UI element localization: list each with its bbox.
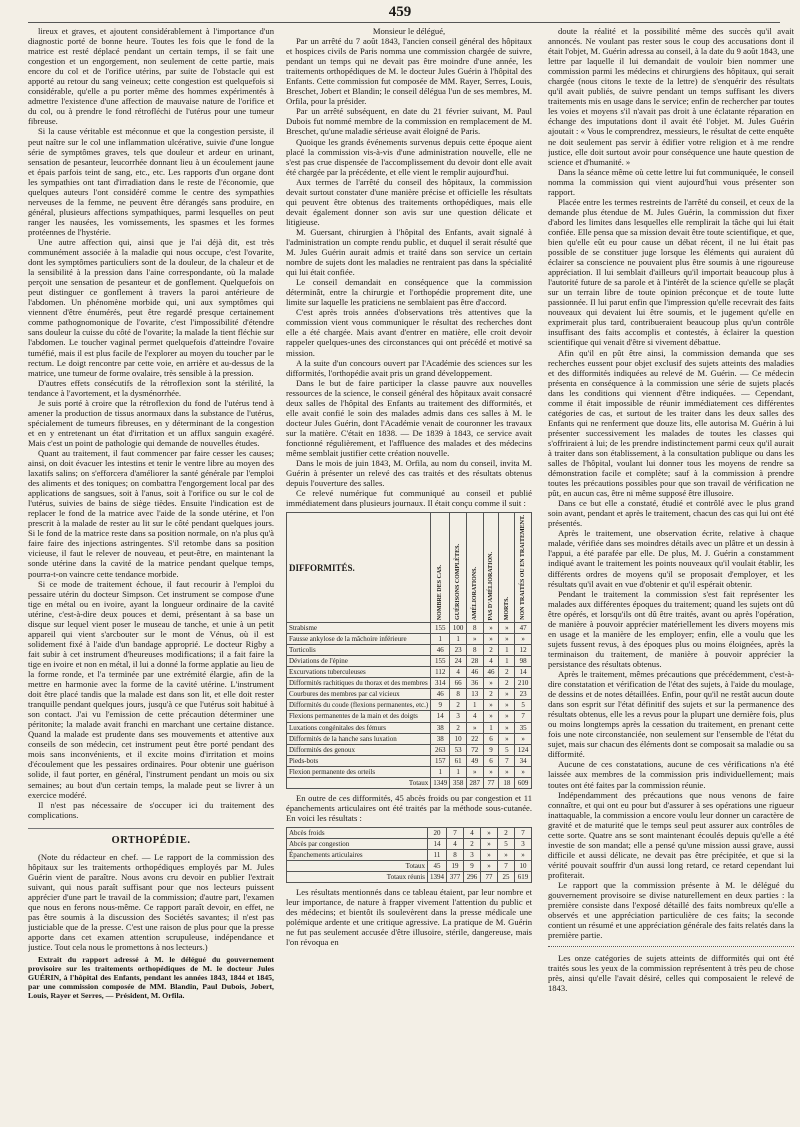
cell-value: 1	[431, 766, 450, 777]
paragraph: Pendant le traitement la commission s'est fait représenter les malades aux différentes époques du traitement; quand les sujets ont dû être opérés, et lorsqu'ils ont dû être traités, avant ou après l'opération, de manière à pouvoir apprécier matériellement les divers moyens mis en usage et la manière de les employer; enfin, elle a voulu que les sujets fussent revus, à des époques plus ou moins éloignées, après la terminaison du traitement, de manière à pouvoir apprécier la persistance des résultats obtenus.	[548, 588, 794, 669]
cell-value: 77	[483, 777, 499, 788]
cell-value: 609	[515, 777, 532, 788]
cell-value: »	[499, 623, 515, 634]
row-label: Épanchements articulaires	[287, 850, 428, 861]
row-label: Déviations de l'épine	[287, 656, 431, 667]
cell-value: 34	[515, 755, 532, 766]
row-label: Excurvations tuberculeuses	[287, 667, 431, 678]
row-label: Luxations congénitales des fémurs	[287, 722, 431, 733]
cell-value: 1	[499, 645, 515, 656]
cell-value: 46	[483, 667, 499, 678]
column-middle	[286, 26, 532, 1121]
cell-value: 1	[450, 766, 467, 777]
cell-value: 23	[450, 645, 467, 656]
paragraph: Je suis porté à croire que la rétroflexion du fond de l'utérus tend à amener la production de tissus anormaux dans la substance de l'utérus, spécialement de tumeurs fibreuses, en y déterminant de la congestion et en y entretenant un état d'irritation et un afflux sanguin exagéré. Mais c'est un point de pathologie qui demande de nouvelles études.	[28, 397, 274, 448]
cell-value: 46	[466, 667, 483, 678]
cell-value: 112	[431, 667, 450, 678]
column-left	[28, 26, 274, 1121]
cell-value: 4	[466, 711, 483, 722]
paragraph: Dans le but de faire participer la classe pauvre aux nouvelles ressources de la science, le conseil général des hôpitaux avait consacré deux salles de l'hôpital des Enfants au traitement des difformités, et elle avait confié le soin des malades admis dans ces salles à M. le docteur Jules Guérin, dont l'Académie venait de couronner les travaux sur la matière. C'était en 1838. — De 1839 à 1843, ce service avait fonctionné régulièrement, et l'affluence des malades et des médecins même semblait justifier cette création nouvelle.	[286, 377, 532, 458]
cell-value: 18	[499, 777, 515, 788]
table-row	[287, 656, 532, 667]
cell-value: 358	[450, 777, 467, 788]
row-label: Difformités rachitiques du thorax et des membres	[287, 678, 431, 689]
cell-value: 155	[431, 623, 450, 634]
grand-total-row	[287, 872, 532, 883]
cell-value: 377	[447, 872, 464, 883]
cell-value: 100	[450, 623, 467, 634]
cell-value: 4	[447, 839, 464, 850]
paragraph: Dans la séance même où cette lettre lui fut communiquée, le conseil nomma la commission qui vient aujourd'hui vous présenter son rapport.	[548, 166, 794, 197]
column-header: GUÉRISONS COMPLÈTES.	[455, 544, 462, 621]
cell-value: 20	[428, 827, 447, 838]
cell-value: 28	[466, 656, 483, 667]
cell-value: »	[499, 733, 515, 744]
cell-value: 296	[464, 872, 481, 883]
table-row	[287, 755, 532, 766]
cell-value: 53	[450, 744, 467, 755]
cell-value: 2	[464, 839, 481, 850]
cell-value: 2	[450, 722, 467, 733]
cell-value: »	[483, 634, 499, 645]
column-header: PAS D'AMÉLIORATION.	[487, 551, 494, 621]
header-rule	[28, 22, 780, 23]
table-row	[287, 733, 532, 744]
cell-value: »	[466, 634, 483, 645]
table-row	[287, 827, 532, 838]
row-label: Difformités de la hanche sans luxation	[287, 733, 431, 744]
cell-value: 210	[515, 678, 532, 689]
row-label: Abcès par congestion	[287, 839, 428, 850]
cell-value: 9	[483, 744, 499, 755]
paragraph: doute la réalité et la possibilité même des succès qu'il avait annoncés. Ne voulant pas rester sous le coup des accusations dont il était l'objet, M. Guérin adressa au conseil, à la date du 9 août 1843, une lettre par laquelle il lui demandait de vouloir bien nommer une commission parmi les médecins et chirurgiens des hôpitaux, qui serait chargée (nous citons le texte de la lettre) de s'enquérir des résultats qu'il avait publiés, de suivre pendant un temps suffisant les divers traitements mis en usage dans le service; enfin de rechercher par toutes les voies et moyens s'il n'avait pas droit à une éclatante réparation en échange des imputations dont il avait été l'objet. M. Jules Guérin ajoutait : « Vous le comprendrez, messieurs, le résultat de cette enquête ne doit seulement pas servir à édifier votre religion et à me rendre justice, elle doit surtout avoir pour conséquence une haute question de science et d'humanité. »	[548, 26, 794, 167]
paragraph: Il n'est pas nécessaire de s'occuper ici du traitement des complications.	[28, 799, 274, 820]
cell-value: 13	[466, 689, 483, 700]
row-label: Difformités des genoux	[287, 744, 431, 755]
row-label: Totaux	[287, 777, 431, 788]
paragraph: Les résultats mentionnés dans ce tableau étaient, par leur nombre et leur importance, de nature à frapper vivement l'attention du public et des médecins; et bientôt ils soulevèrent dans la presse médicale une polémique ardente et une critique agressive. La pratique de M. Guérin ne fut pas seulement accusée d'être illusoire, stérile, dangereuse, mais l'on révoqua en	[286, 887, 532, 948]
page-number: 459	[388, 4, 412, 20]
table-row	[287, 689, 532, 700]
cell-value: 2	[499, 678, 515, 689]
cell-value: 24	[450, 656, 467, 667]
cell-value: »	[515, 766, 532, 777]
cell-value: 7	[498, 861, 515, 872]
cell-value: 2	[450, 700, 467, 711]
cell-value: 38	[431, 733, 450, 744]
cell-value: »	[483, 711, 499, 722]
paragraph: Après le traitement, une observation écrite, relative à chaque malade, vérifiée dans ses moindres détails avec un plâtre et un dessin à l'appui, a été parafée par elle. De plus, M. J. Guérin a constamment indiqué avant le traitement les points nouveaux qu'il voulait établir, les différents ordres de moyens qu'il se proposait d'employer, et les résultats qu'il avait en vue d'obtenir et qu'il espérait obtenir.	[548, 528, 794, 589]
paragraph: lireux et graves, et ajoutent considérablement à l'importance d'un diagnostic porté de bonne heure. Toutes les fois que le fond de la matrice est resté déplacé pendant un certain temps, il se fait une congestion et un engorgement, non seulement de cette partie, mais encore du col et de l'orifice utérins, par suite de l'obstacle qui est apporté au retour du sang veineux; cette congestion est quelquefois si considérable, qu'elle a pu porter même des hommes expérimentés à admettre l'existence d'une affection de mauvaise nature de l'orifice et du col, ou à prendre le fond rétrofléchi de l'utérus pour une tumeur fibreuse.	[28, 26, 274, 127]
table-row	[287, 744, 532, 755]
cell-value: 8	[466, 645, 483, 656]
editor-note: (Note du rédacteur en chef. — Le rapport de la commission des hôpitaux sur les traitements orthopédiques employés par M. Jules Guérin vient de paraître. Nous avons cru devoir en publier l'extrait suivant, qui nous paraît suffisant pour que nos lecteurs puissent apprécier d'une part le travail de la commission; d'autre part, l'examen que nous en ferons nous-même. Ce rapport paraît devoir, en effet, ne pas être soumis à la discussion des Sociétés savantes; il n'est pas justiciable que de la presse. C'est une raison de plus pour que la presse apporte dans cet examen attention scrupuleuse, indépendance et justice. Tout cela nous le promettons à nos lecteurs.)	[28, 851, 274, 953]
cell-value: 7	[499, 755, 515, 766]
cell-value: 3	[464, 850, 481, 861]
cell-value: 6	[483, 755, 499, 766]
row-label: Flexions permanentes de la main et des doigts	[287, 711, 431, 722]
cell-value: 77	[481, 872, 498, 883]
paragraph: M. Guersant, chirurgien à l'hôpital des Enfants, avait signalé à l'administration un compte rendu public, et duquel il serait résulté que M. Jules Guérin aurait admis et traité dans son service un certain nombre de sujets dont les maladies ne rentraient pas dans la spécialité qui lui était confiée.	[286, 226, 532, 278]
table-row	[287, 678, 532, 689]
cell-value: 5	[498, 839, 515, 850]
cell-value: 6	[483, 733, 499, 744]
paragraph: Après le traitement, mêmes précautions que précédemment, c'est-à-dire constatation et vérification de l'état des sujets, à l'aide du moulage, de dessins et de notes détaillées. Enfin, pour qu'il ne restât aucun doute dans son esprit sur l'état définitif des sujets et sur la permanence des résultats obtenus, elle les a revus pour la plupart une dernière fois, plus ou moins longtemps après la cessation du traitement, en prenant cette fois une note circonstanciée, non seulement sur l'ensemble de l'état du sujet, mais sur chacun des éléments dont se composait sa maladie ou sa difformité.	[548, 669, 794, 760]
paragraph: Le rapport que la commission présente à M. le délégué du gouvernement provisoire se divise naturellement en deux parties : la première consiste dans l'exposé détaillé des faits nombreux qu'elle a observés et une appréciation particulière de ces faits; la seconde contient un résumé et une appréciation générale des faits relatés dans la première partie.	[548, 879, 794, 941]
cell-value: 2	[483, 689, 499, 700]
paragraph: Une autre affection qui, ainsi que je l'ai déjà dit, est très communément associée à la maladie qui nous occupe, c'est l'ovarite, dont les symptômes particuliers sont de la douleur, de la chaleur et de la sensibilité à la pression dans l'aine correspondante, où la malade perçoit une sensation de pesanteur et de gonflement. Quelquefois on peut distinguer ce gonflement à travers la paroi antérieure de l'abdomen. Un phénomène morbide qui, uni aux symptômes qui viennent d'être énumérés, peut être regardé presque certainement comme pathognomonique de l'ovarite, c'est l'impossibilité d'étendre sans douleur la cuisse du côté de l'ovarite; la malade la tient fléchie sur l'abdomen. Le toucher vaginal permet quelquefois d'atteindre l'ovaire tuméfié, mais il est plus facile de l'explorer au moyen du toucher par le rectum. Le doigt rencontre par cette voie, en arrière et au-dessus de la matrice, une tumeur de forme ovalaire, très sensible à la pression.	[28, 236, 274, 378]
cell-value: 287	[466, 777, 483, 788]
row-label: Pieds-bots	[287, 755, 431, 766]
table-row	[287, 700, 532, 711]
cell-value: 72	[466, 744, 483, 755]
cell-value: 8	[447, 850, 464, 861]
total-row	[287, 861, 532, 872]
cell-value: 19	[447, 861, 464, 872]
cell-value: 1	[483, 722, 499, 733]
cell-value: 9	[464, 861, 481, 872]
paragraph: Par un arrêté subséquent, en date du 21 février suivant, M. Paul Dubois fut nommé membre de la commission en remplacement de M. Breschet, qu'une maladie sérieuse avait éloigné de Paris.	[286, 106, 532, 137]
paragraph: Dans ce but elle a constaté, étudié et contrôlé avec le plus grand soin avant, pendant et après le traitement, chacun des cas qui lui ont été présentés.	[548, 498, 794, 529]
paragraph: Quant au traitement, il faut commencer par faire cesser les causes; ainsi, on doit évacuer les intestins et tenir le ventre libre au moyen des laxatifs salins; on s'efforcera d'améliorer la santé générale par l'emploi des aliments et des toniques; on combattra l'engorgement local par des applications de sangsues, soit à l'anus, soit à l'orifice ou sur le col de l'utérus, suivies de bains de siège tièdes. Ensuite l'indication est de replacer le fond de la matrice avec l'aide de la sonde utérine, et l'on prescrit à la malade de rester au lit sur le côté pendant quelques jours. Si le fond de la matrice reste dans sa position normale, on n'a plus qu'à faire faire des injections astringentes. S'il retombe dans sa position vicieuse, il faut le relever de nouveau, et peut-être, en maintenant la sonde utérine dans la cavité de la matrice pendant quelque temps, pourra-t-on vaincre cette tendance morbide.	[28, 447, 274, 579]
cell-value: »	[515, 850, 532, 861]
cell-value: »	[466, 722, 483, 733]
cell-value: 3	[450, 711, 467, 722]
row-label: Courbures des membres par cal vicieux	[287, 689, 431, 700]
cell-value: 1	[499, 656, 515, 667]
column-header: AMÉLIORATIONS.	[471, 566, 478, 621]
cell-value: 263	[431, 744, 450, 755]
column-header: MORTS.	[503, 596, 510, 621]
cell-value: 14	[428, 839, 447, 850]
cell-value: 2	[498, 827, 515, 838]
table-row	[287, 722, 532, 733]
cell-value: 314	[431, 678, 450, 689]
paragraph: Les onze catégories de sujets atteints de difformités qui ont été traités sous les yeux de la commission représentent à très peu de chose près, ainsi qu'elle l'avait désiré, celles qui composaient le relevé de 1843.	[548, 953, 794, 994]
cell-value: »	[483, 623, 499, 634]
cell-value: 25	[498, 872, 515, 883]
cell-value: 14	[515, 667, 532, 678]
row-label: Totaux réunis	[287, 872, 428, 883]
cell-value: »	[499, 711, 515, 722]
cell-value: »	[499, 689, 515, 700]
table-row	[287, 667, 532, 678]
paragraph: Dans le mois de juin 1843, M. Orfila, au nom du conseil, invita M. Guérin à présenter un relevé des cas traités et des résultats obtenus depuis l'ouverture des salles.	[286, 458, 532, 489]
row-label: Difformités du coude (flexions permanentes, etc.)	[287, 700, 431, 711]
cell-value: »	[483, 766, 499, 777]
report-heading: Extrait du rapport adressé à M. le délégué du gouvernement provisoire sur les traitements orthopédiques de M. le docteur Jules GUÉRIN, à l'hôpital des Enfants, pendant les années 1843, 1844 et 1845, par une commission composée de MM. Blandin, Paul Dubois, Jobert, Louis, Rayer et Serres, — Président, M. Orfila.	[28, 955, 274, 1001]
cell-value: 66	[450, 678, 467, 689]
cell-value: 10	[515, 861, 532, 872]
cell-value: »	[515, 733, 532, 744]
paragraph: En outre de ces difformités, 45 abcès froids ou par congestion et 11 épanchements articulaires ont été traités par la méthode sous-cutanée. En voici les résultats :	[286, 792, 532, 823]
cell-value: 49	[466, 755, 483, 766]
salutation: Monsieur le délégué,	[372, 26, 446, 36]
paragraph: Si ce mode de traitement échoue, il faut recourir à l'emploi du pessaire utérin du docteur Simpson. Cet instrument se compose d'une tige en métal ou en ivoire, ayant la longueur ordinaire de la cavité utérine, c'est-à-dire deux pouces et demi, présentant à sa base un disque sur lequel vient poser le museau de tanche, et unie à un petit appareil qui vient s'arcbouter sur le mont de Vénus, où il est solidement fixé à l'aide d'un bandage approprié. Le docteur Rigby a fait subir à cet instrument d'heureuses modifications; il a fait faire la tige en ivoire et non en métal, il lui a donné la forme applatie au lieu de la forme ronde, et l'a terminée par une extrémité élargie, afin de la mettre en harmonie avec la forme de la cavité utérine. L'instrument doit être placé tandis que la malade est dans son lit, et elle doit rester tranquille pendant quelques jours, jusqu'à ce que l'utérus soit habitué à son contact. J'ai vu l'emission de cette précaution déterminer une péritonite; la malade avait franchi en marchant une certaine distance. Quand la malade est prudente dans ses mouvements et attentive aux conseils de son médecin, cet instrument peut être porté pendant des mois sans inconvénients, et il excite moins d'irritation et moins d'écoulement que les pessaires ordinaires. Pour obtenir une guérison solide, il faut porter, en général, l'instrument pendant un mois ou six semaines; au bout d'un certain temps, la malade peut se livrer à un exercice modéré.	[28, 578, 274, 800]
cell-value: 1	[431, 634, 450, 645]
paragraph: Si la cause véritable est méconnue et que la congestion persiste, il peut naître sur le col une inflammation ulcérative, suivie d'une longue série de symptômes graves, tels que douleur et ardeur en urinant, sensation de pesanteur, leucorrhée donnant lieu à un écoulement jaune et épais parfois teint de sang, etc., etc. Les rapports d'un organe dont les sympathies ont tant d'irradiation dans le reste de l'économie, que quelques auteurs l'ont considéré comme le centre des sympathies nerveuses de la femme, ne peuvent être dérangés sans produire, en général, plusieurs affections sympathiques, parmi lesquelles on peut ranger les nausées, les vomissements, les spasmes et les formes protéennes de l'hystérie.	[28, 126, 274, 237]
section-title: ORTHOPÉDIE.	[111, 834, 191, 846]
cell-value: 11	[428, 850, 447, 861]
paragraph: Quoique les grands événements survenus depuis cette époque aient placé la commission vis-à-vis d'une administration nouvelle, elle ne s'est pas crue dispensée de l'accomplissement du devoir dont elle avait été chargée par la précédente, et elle vient le remplir aujourd'hui.	[286, 136, 532, 177]
cell-value: 46	[431, 689, 450, 700]
table-row	[287, 634, 532, 645]
cell-value: 7	[447, 827, 464, 838]
cell-value: 124	[515, 744, 532, 755]
cell-value: 5	[499, 744, 515, 755]
cell-value: 22	[466, 733, 483, 744]
cell-value: 2	[499, 667, 515, 678]
table-row	[287, 711, 532, 722]
row-label: Torticolis	[287, 645, 431, 656]
paragraph: Afin qu'il en pût être ainsi, la commission demanda que ses recherches eussent pour objet exclusif des sujets atteints des maladies et des difformités indiquées au relevé de M. Guérin. — Ce médecin présenta en conséquence à la commission une série de sujets placés dans les conditions qui viennent d'être indiquées. — Cependant, comme il était impossible de réunir immédiatement ces différentes catégories de cas, et surtout de les traiter dans les deux salles des Enfants qui ne renferment que douze lits, elle autorisa M. Guérin à lui présenter successivement les malades de toutes les classes qui s'offriraient à lui; de les prendre indistinctement parmi ceux qu'il aurait à traiter dans son établissement, à la consultation publique ou dans les salles de l'hôpital, voulant lui donner tous les moyens de rendre sa démonstration facile et complète; sauf à la commission à prendre toutes les précautions possibles pour que son travail de vérification ne pût, en aucun cas, être ni même supposé être illusoire.	[548, 347, 794, 499]
cell-value: 1394	[428, 872, 447, 883]
cell-value: »	[481, 839, 498, 850]
cell-value: 23	[515, 689, 532, 700]
table-row	[287, 850, 532, 861]
total-row	[287, 777, 532, 788]
paragraph: Ce relevé numérique fut communiqué au conseil et publié immédiatement dans plusieurs journaux. Il était conçu comme il suit :	[286, 488, 532, 509]
paragraph: D'autres effets consécutifs de la rétroflexion sont la stérilité, la tendance à l'avortement, et la dysménorrhée.	[28, 377, 274, 398]
deformities-table	[286, 512, 532, 789]
paragraph: A la suite d'un concours ouvert par l'Académie des sciences sur les difformités, l'orthopédie avait pris un grand développement.	[286, 357, 532, 378]
row-label: Abcès froids	[287, 827, 428, 838]
cell-value: 10	[450, 733, 467, 744]
column-right	[548, 26, 794, 1121]
cell-value: 47	[515, 623, 532, 634]
row-label: Flexion permanente des orteils	[287, 766, 431, 777]
cell-value: 2	[483, 645, 499, 656]
cell-value: 61	[450, 755, 467, 766]
cell-value: 9	[431, 700, 450, 711]
row-label: Totaux	[287, 861, 428, 872]
column-header: NOMBRE DES CAS.	[437, 564, 444, 621]
column-header: NON TRAITÉS OU EN TRAITEMENT.	[520, 515, 527, 621]
cell-value: 619	[515, 872, 532, 883]
table-row	[287, 766, 532, 777]
cell-value: 7	[515, 711, 532, 722]
cell-value: 8	[450, 689, 467, 700]
cell-value: »	[515, 634, 532, 645]
paragraph: Aux termes de l'arrêté du conseil des hôpitaux, la commission devait surtout constater d'une manière précise et officielle les résultats qui peuvent être obtenus des traitements orthopédiques, mais elle devait également donner son avis sur une question délicate et litigieuse.	[286, 176, 532, 227]
cell-value: 12	[515, 645, 532, 656]
abscess-table	[286, 827, 532, 883]
cell-value: 1349	[431, 777, 450, 788]
table-label-header: DIFFORMITÉS.	[287, 513, 431, 623]
table-row	[287, 623, 532, 634]
cell-value: 155	[431, 656, 450, 667]
table-row	[287, 645, 532, 656]
cell-value: »	[499, 634, 515, 645]
cell-value: 5	[515, 700, 532, 711]
cell-value: »	[481, 827, 498, 838]
paragraph: Placée entre les termes restreints de l'arrêté du conseil, et ceux de la demande plus étendue de M. Jules Guérin, la commission dut fixer d'abord les limites dans lesquelles elle remplirait la tâche qui lui était confiée. Elle pensa que sa mission devait être toute scientifique, et que, bien qu'elle eût eu pour cause un débat récent, il ne lui était pas possible de se constituer juge lorsque les éléments qui auraient dû éclairer sa conscience ne pouvaient plus être soumis à une rigoureuse appréciation. Il lui semblait d'ailleurs qu'il importait beaucoup plus à l'autorité future de sa parole et à l'intérêt de la science qu'elle se plaçât sur un terrain libre de toute opinion préconçue et de toute lutte passionnée. Il lui parut enfin que l'impression qu'elle recevrait des faits nouveaux qui devaient lui être soumis, et le jugement qu'elle en exprimerait plus tard, contribueraient beaucoup plus qu'un contrôle insuffisant des faits accomplis et contestés, à éclairer la question scientifique qui venait d'être si vivement débattue.	[548, 196, 794, 348]
cell-value: 157	[431, 755, 450, 766]
cell-value: »	[499, 700, 515, 711]
paragraph: Aucune de ces constatations, aucune de ces vérifications n'a été laissée aux membres de la commission pris individuellement; mais toutes ont été faites par la commission réunie.	[548, 759, 794, 790]
paragraph: C'est après trois années d'observations très attentives que la commission vient vous communiquer le résultat des recherches dont elle a été chargée. Mais avant d'entrer en matière, elle croit devoir rappeler quelques-unes des circonstances qui ont précédé et motivé sa mission.	[286, 307, 532, 358]
cell-value: 8	[466, 623, 483, 634]
cell-value: 1	[466, 700, 483, 711]
cell-value: 46	[431, 645, 450, 656]
cell-value: 7	[515, 827, 532, 838]
cell-value: 4	[450, 667, 467, 678]
cell-value: »	[466, 766, 483, 777]
cell-value: »	[481, 861, 498, 872]
row-label: Strabisme	[287, 623, 431, 634]
cell-value: 45	[428, 861, 447, 872]
cell-value: 38	[431, 722, 450, 733]
paragraph: Indépendamment des précautions que nous venons de faire connaître, et qui ont eu pour but d'assurer à ses opérations une rigueur inattaquable, la commission a encore voulu leur donner un caractère de gravité et de maturité que le temps seul peut assurer aux contrôles de cette sorte. Quatre ans se sont maintenant écoulés depuis qu'elle a été investie de son mandat; elle a pensé qu'une mission aussi grave, aussi difficile et aussi délicate, ne devait pas être précipitée, et que si la vérité pouvait souffrir d'un aussi long retard, ce retard cependant lui profiterait.	[548, 789, 794, 880]
cell-value: 4	[483, 656, 499, 667]
cell-value: »	[499, 766, 515, 777]
section-heading	[28, 828, 274, 846]
cell-value: 3	[515, 839, 532, 850]
cell-value: »	[499, 722, 515, 733]
cell-value: 35	[515, 722, 532, 733]
cell-value: 98	[515, 656, 532, 667]
paragraph: Le conseil demandait en conséquence que la commission déterminât, entre la chirurgie et l'orthopédie proprement dite, une limite sur laquelle les praticiens ne semblaient pas être d'accord.	[286, 277, 532, 308]
row-label: Fausse ankylose de la mâchoire inférieure	[287, 634, 431, 645]
cell-value: 1	[450, 634, 467, 645]
cell-value: »	[498, 850, 515, 861]
cell-value: »	[481, 850, 498, 861]
dotted-separator	[548, 946, 794, 947]
cell-value: 14	[431, 711, 450, 722]
cell-value: »	[483, 700, 499, 711]
table-row	[287, 839, 532, 850]
paragraph: Par un arrêté du 7 août 1843, l'ancien conseil général des hôpitaux et hospices civils de Paris nomma une commission chargée de suivre, pendant un temps qui ne devait pas être moindre d'une année, les traitements orthopédiques de M. le docteur Jules Guérin à l'hôpital des Enfants. Cette commission fut composée de MM. Rayer, Serres, Louis, Breschet, Jobert et Blandin; le conseil délégua l'un de ses membres, M. Orfila, pour la présider.	[286, 36, 532, 107]
cell-value: 36	[466, 678, 483, 689]
cell-value: 4	[464, 827, 481, 838]
cell-value: »	[483, 678, 499, 689]
